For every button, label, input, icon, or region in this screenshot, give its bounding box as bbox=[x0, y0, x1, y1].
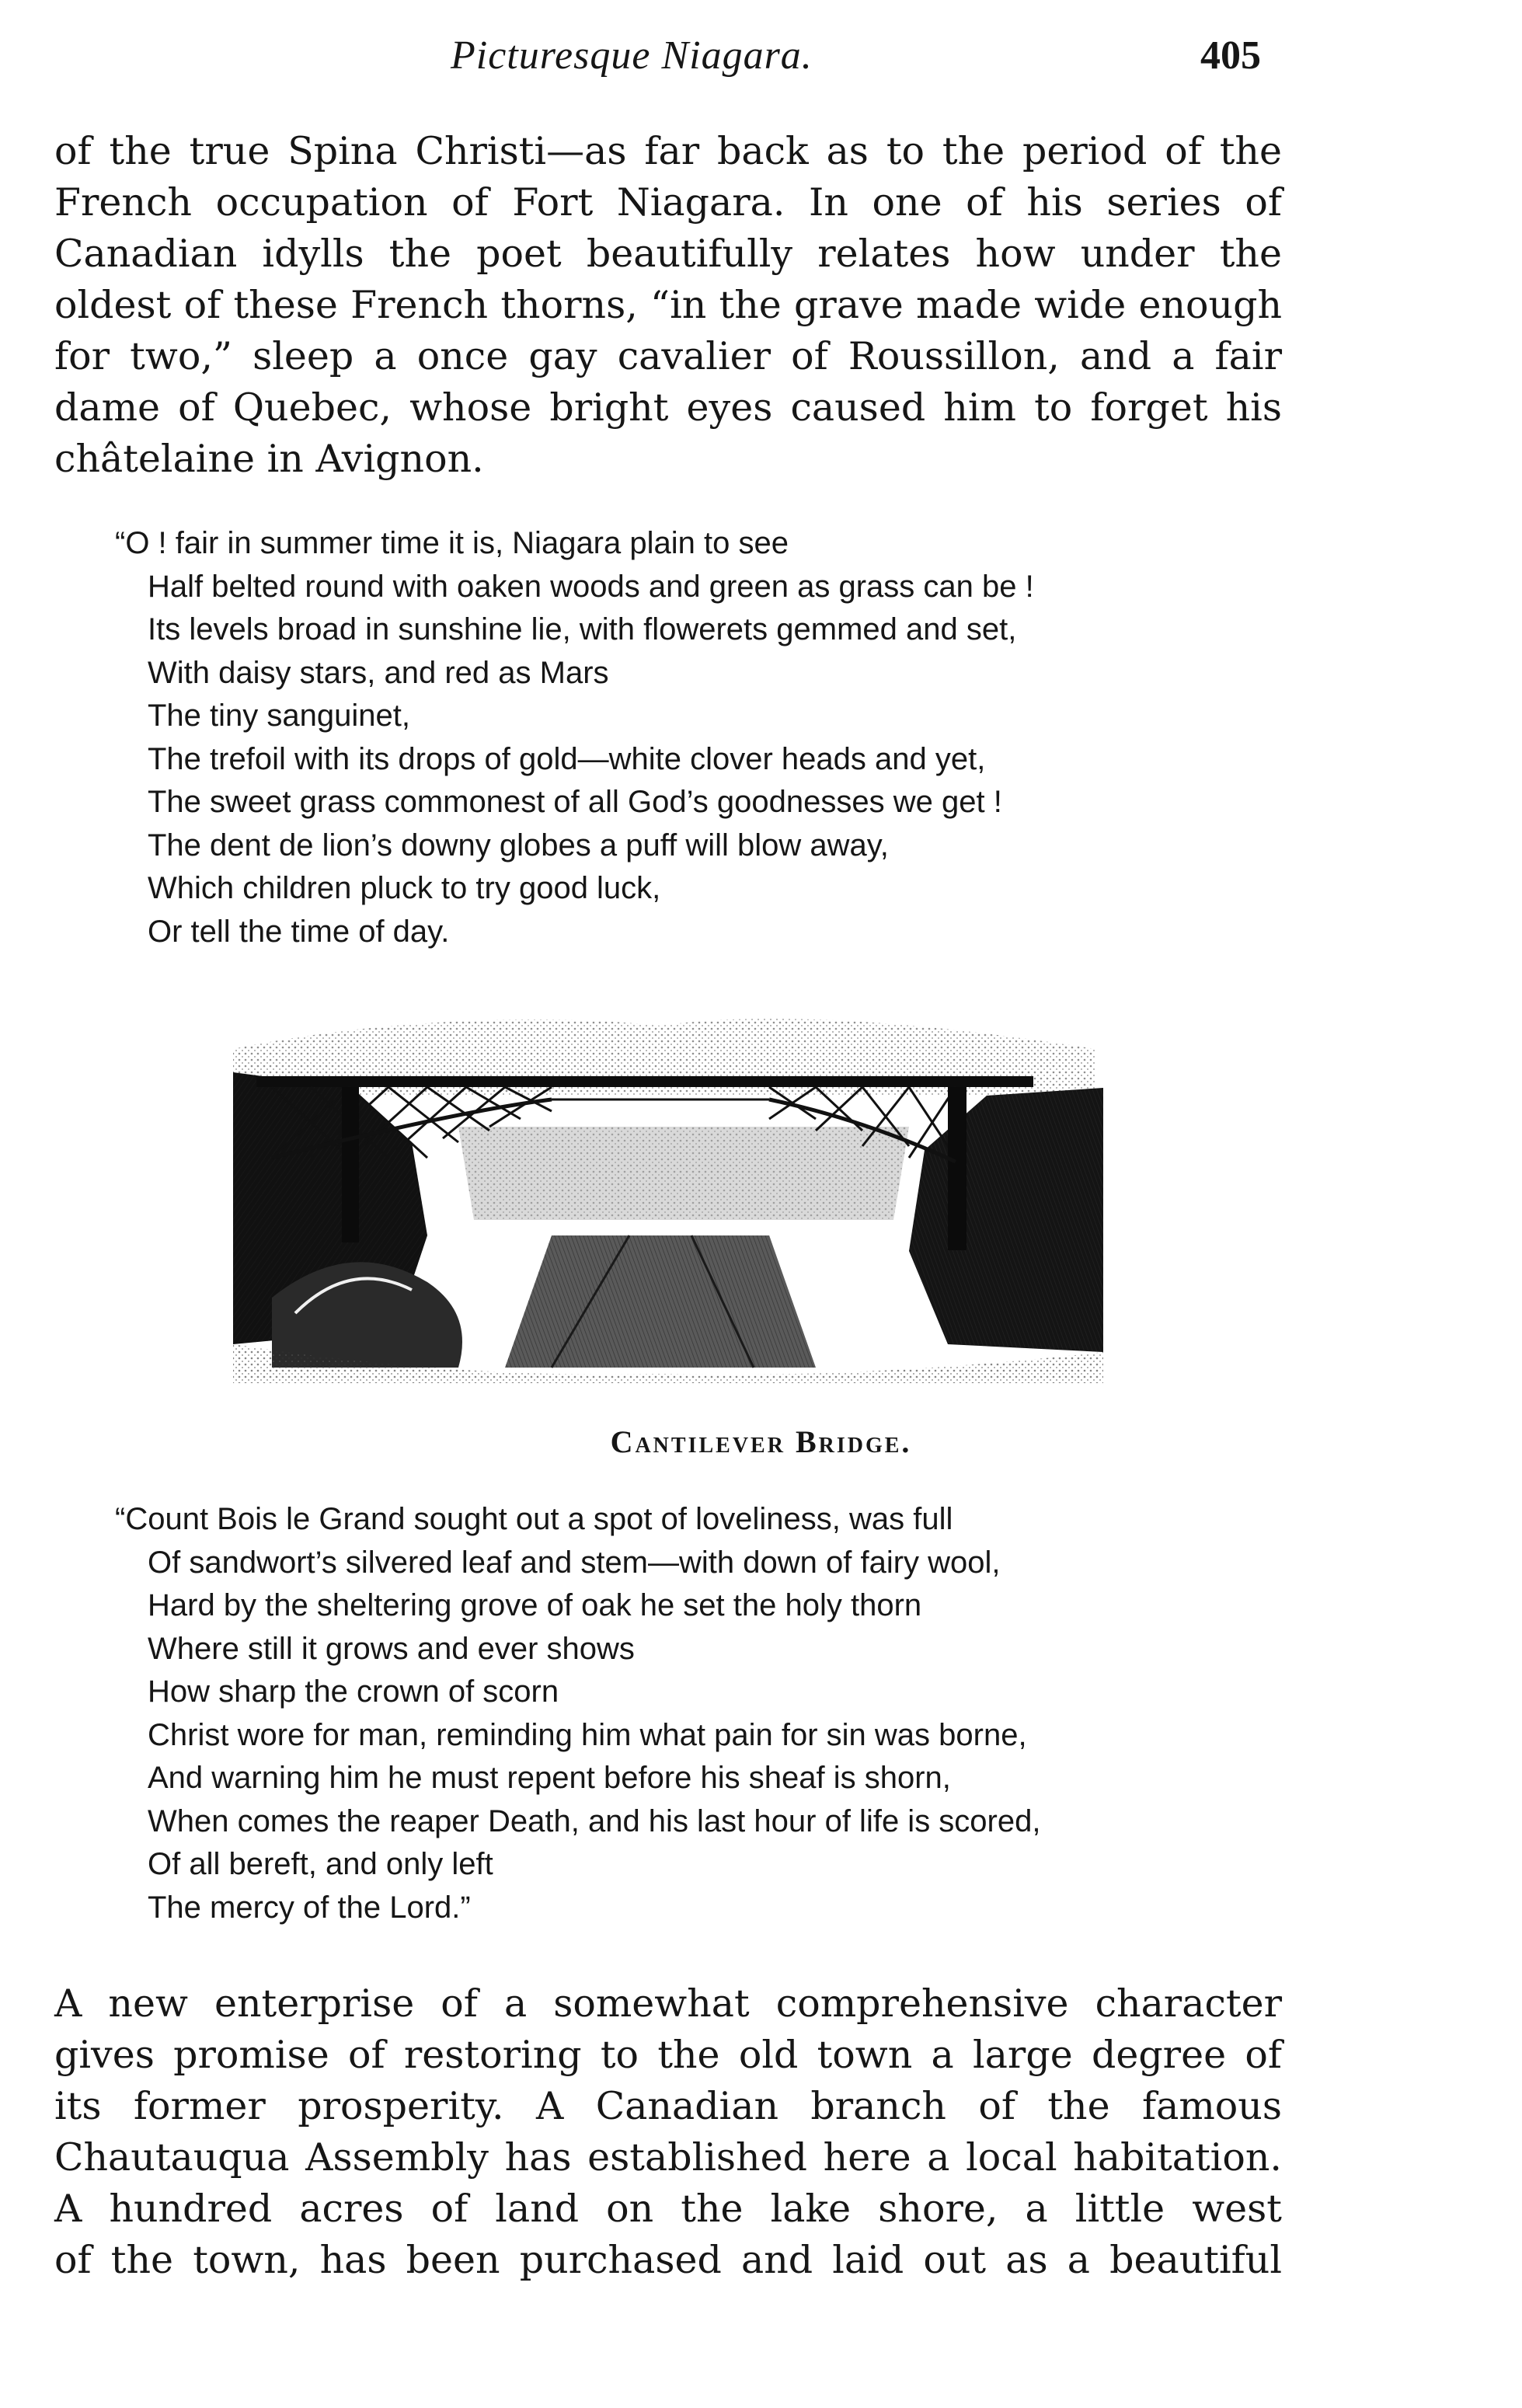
verse-line: And warning him he must repent before his sheaf is shorn, bbox=[148, 1761, 951, 1795]
text-line: Canadian idylls the poet beautifully relates how under the bbox=[54, 232, 1282, 276]
text-line: of the true Spina Christi—as far back as to the period of the bbox=[54, 129, 1282, 173]
text-line: its former prosperity. A Canadian branch of the famous bbox=[54, 2084, 1282, 2128]
verse-line: The tiny sanguinet, bbox=[148, 699, 410, 733]
text-line: French occupation of Fort Niagara. In one of his series of bbox=[54, 180, 1282, 225]
paragraph-thorn-legend bbox=[54, 126, 1282, 485]
paragraph-chautauqua bbox=[54, 1978, 1282, 2286]
verse-line: Where still it grows and ever shows bbox=[148, 1631, 635, 1666]
verse-line: Which children pluck to try good luck, bbox=[148, 871, 661, 905]
poem-stanza-count-bois-le-grand bbox=[115, 1498, 1040, 1929]
verse-line: The sweet grass commonest of all God’s goodnesses we get ! bbox=[148, 785, 1002, 819]
running-title: Picturesque Niagara. bbox=[451, 33, 813, 78]
text-line: Chautauqua Assembly has established here a local habitation. bbox=[54, 2135, 1282, 2180]
verse-line: Christ wore for man, reminding him what pain for sin was borne, bbox=[148, 1717, 1027, 1752]
text-line: châtelaine in Avignon. bbox=[54, 437, 484, 481]
verse-line: The trefoil with its drops of gold—white clover heads and yet, bbox=[148, 741, 986, 776]
verse-line: When comes the reaper Death, and his last hour of life is scored, bbox=[148, 1803, 1041, 1838]
verse-line: Hard by the sheltering grove of oak he set the holy thorn bbox=[148, 1588, 922, 1622]
verse-line: “Count Bois le Grand sought out a spot of loveliness, was full bbox=[115, 1502, 953, 1536]
verse-line: Or tell the time of day. bbox=[148, 914, 450, 949]
cantilever-bridge-engraving bbox=[225, 1002, 1111, 1383]
text-line: oldest of these French thorns, “in the grave made wide enough bbox=[54, 283, 1282, 327]
verse-line: The dent de lion’s downy globes a puff will blow away, bbox=[148, 828, 889, 862]
text-line: dame of Quebec, whose bright eyes caused him to forget his bbox=[54, 385, 1282, 430]
verse-line: The mercy of the Lord.” bbox=[148, 1890, 471, 1925]
verse-line: How sharp the crown of scorn bbox=[148, 1674, 559, 1709]
verse-line: Of all bereft, and only left bbox=[148, 1847, 493, 1881]
verse-line: With daisy stars, and red as Mars bbox=[148, 655, 609, 690]
verse-line: Of sandwort’s silvered leaf and stem—with down of fairy wool, bbox=[148, 1545, 1001, 1580]
poem-stanza-niagara-plain bbox=[115, 522, 1034, 953]
page-number: 405 bbox=[1200, 33, 1261, 78]
verse-line: Its levels broad in sunshine lie, with flowerets gemmed and set, bbox=[148, 612, 1017, 646]
verse-line: Half belted round with oaken woods and green as grass can be ! bbox=[148, 569, 1034, 604]
text-line: for two,” sleep a once gay cavalier of Roussillon, and a fair bbox=[54, 334, 1282, 378]
text-line: A new enterprise of a somewhat comprehensive character bbox=[54, 1981, 1282, 2026]
figure-caption: Cantilever Bridge. bbox=[610, 1424, 912, 1459]
verse-line: “O ! fair in summer time it is, Niagara plain to see bbox=[115, 526, 789, 560]
running-head bbox=[0, 33, 1522, 87]
text-line: of the town, has been purchased and laid out as a beautiful bbox=[54, 2238, 1282, 2282]
text-line: gives promise of restoring to the old town a large degree of bbox=[54, 2033, 1282, 2077]
text-line: A hundred acres of land on the lake shore, a little west bbox=[54, 2187, 1282, 2231]
